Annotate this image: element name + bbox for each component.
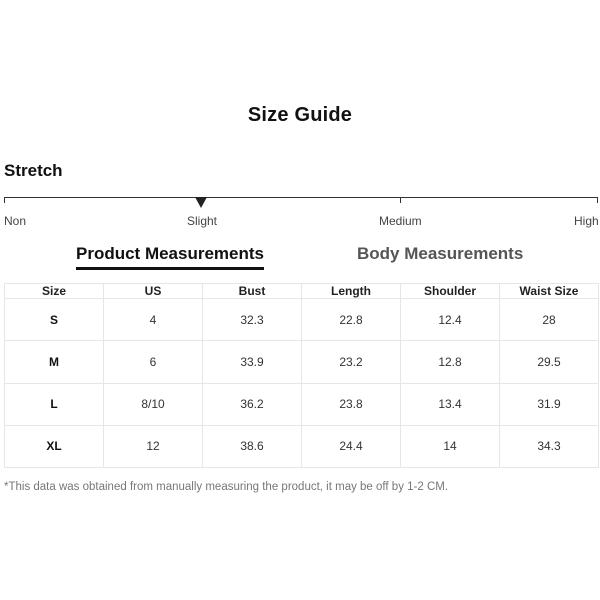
table-cell: 29.5 xyxy=(500,341,599,383)
table-row xyxy=(5,341,599,383)
stretch-level-non: Non xyxy=(4,214,27,228)
header-bust: Bust xyxy=(203,284,302,299)
tab-body-label: Body Measurements xyxy=(357,244,524,263)
header-size: Size xyxy=(5,284,104,299)
table-cell-size: L xyxy=(5,383,104,425)
stretch-scale-line xyxy=(4,197,598,198)
stretch-level-slight: Slight xyxy=(187,214,218,228)
table-cell: 14 xyxy=(401,425,500,467)
table-cell: 6 xyxy=(104,341,203,383)
header-us: US xyxy=(104,284,203,299)
table-cell: 23.8 xyxy=(302,383,401,425)
header-shoulder: Shoulder xyxy=(401,284,500,299)
table-cell: 38.6 xyxy=(203,425,302,467)
table-cell: 24.4 xyxy=(302,425,401,467)
table-cell: 31.9 xyxy=(500,383,599,425)
table-cell: 12.4 xyxy=(401,299,500,341)
stretch-tick-non xyxy=(4,197,5,203)
page-title: Size Guide xyxy=(247,104,353,126)
measurement-note: *This data was obtained from manually measuring the product, it may be off by 1-2 CM. xyxy=(4,481,449,493)
table-cell: 12.8 xyxy=(401,341,500,383)
stretch-label: Stretch xyxy=(4,161,63,180)
tab-product-measurements[interactable] xyxy=(76,244,264,264)
table-cell: 8/10 xyxy=(104,383,203,425)
stretch-level-high: High xyxy=(574,214,599,228)
table-cell: 33.9 xyxy=(203,341,302,383)
stretch-marker-icon xyxy=(195,197,207,208)
table-cell: 32.3 xyxy=(203,299,302,341)
table-cell: 28 xyxy=(500,299,599,341)
table-cell-size: S xyxy=(5,299,104,341)
table-row xyxy=(5,425,599,467)
tab-body-measurements[interactable] xyxy=(357,244,523,264)
tab-product-label: Product Measurements xyxy=(76,244,264,263)
stretch-tick-medium xyxy=(400,197,401,203)
table-cell: 23.2 xyxy=(302,341,401,383)
size-table xyxy=(4,283,599,468)
table-cell-size: M xyxy=(5,341,104,383)
table-cell: 13.4 xyxy=(401,383,500,425)
table-row xyxy=(5,299,599,341)
header-length: Length xyxy=(302,284,401,299)
header-waist-size: Waist Size xyxy=(500,284,599,299)
table-cell: 12 xyxy=(104,425,203,467)
stretch-level-medium: Medium xyxy=(379,214,422,228)
table-cell: 4 xyxy=(104,299,203,341)
table-cell: 22.8 xyxy=(302,299,401,341)
table-row xyxy=(5,383,599,425)
table-cell-size: XL xyxy=(5,425,104,467)
stretch-tick-high xyxy=(597,197,598,203)
tab-active-underline xyxy=(76,267,264,270)
table-cell: 36.2 xyxy=(203,383,302,425)
table-header-row xyxy=(5,284,599,299)
table-cell: 34.3 xyxy=(500,425,599,467)
